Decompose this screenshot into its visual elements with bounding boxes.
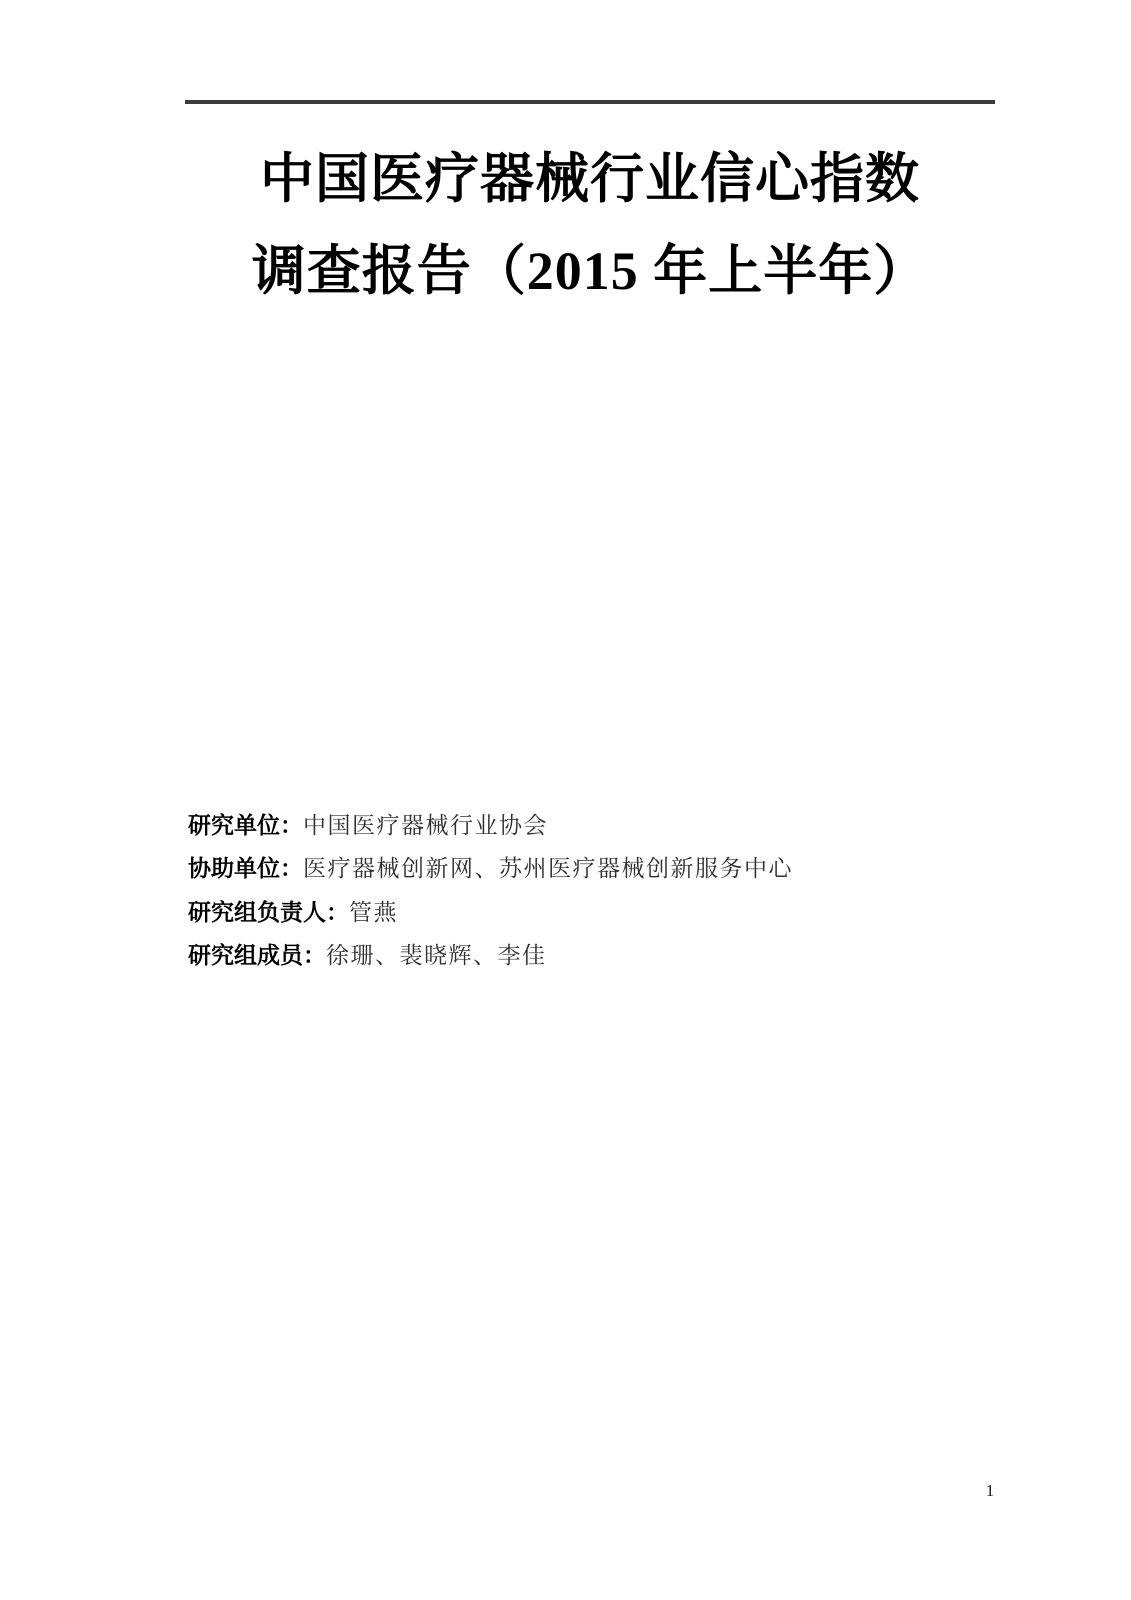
info-row-assisting-unit: [188, 847, 998, 890]
research-info-block: [188, 804, 998, 977]
info-value: 徐珊、裴晓辉、李佳: [326, 942, 547, 968]
info-label: 研究组负责人：: [188, 899, 349, 925]
title-top-border: [185, 100, 995, 104]
report-title-line-2: 调查报告（2015 年上半年）: [251, 241, 929, 301]
info-value: 中国医疗器械行业协会: [303, 813, 548, 838]
info-label: 研究单位：: [188, 813, 303, 838]
report-title-line-1: 中国医疗器械行业信心指数: [260, 149, 920, 209]
info-label: 协助单位：: [188, 856, 303, 882]
info-label: 研究组成员：: [188, 942, 326, 968]
info-value: 医疗器械创新网、苏州医疗器械创新服务中心: [303, 856, 793, 882]
info-value: 管燕: [349, 899, 398, 925]
info-row-group-members: [188, 934, 998, 977]
info-row-group-leader: [188, 891, 998, 934]
page-number: 1: [985, 1481, 995, 1500]
info-row-research-unit: [188, 804, 998, 847]
report-title: [185, 133, 995, 317]
